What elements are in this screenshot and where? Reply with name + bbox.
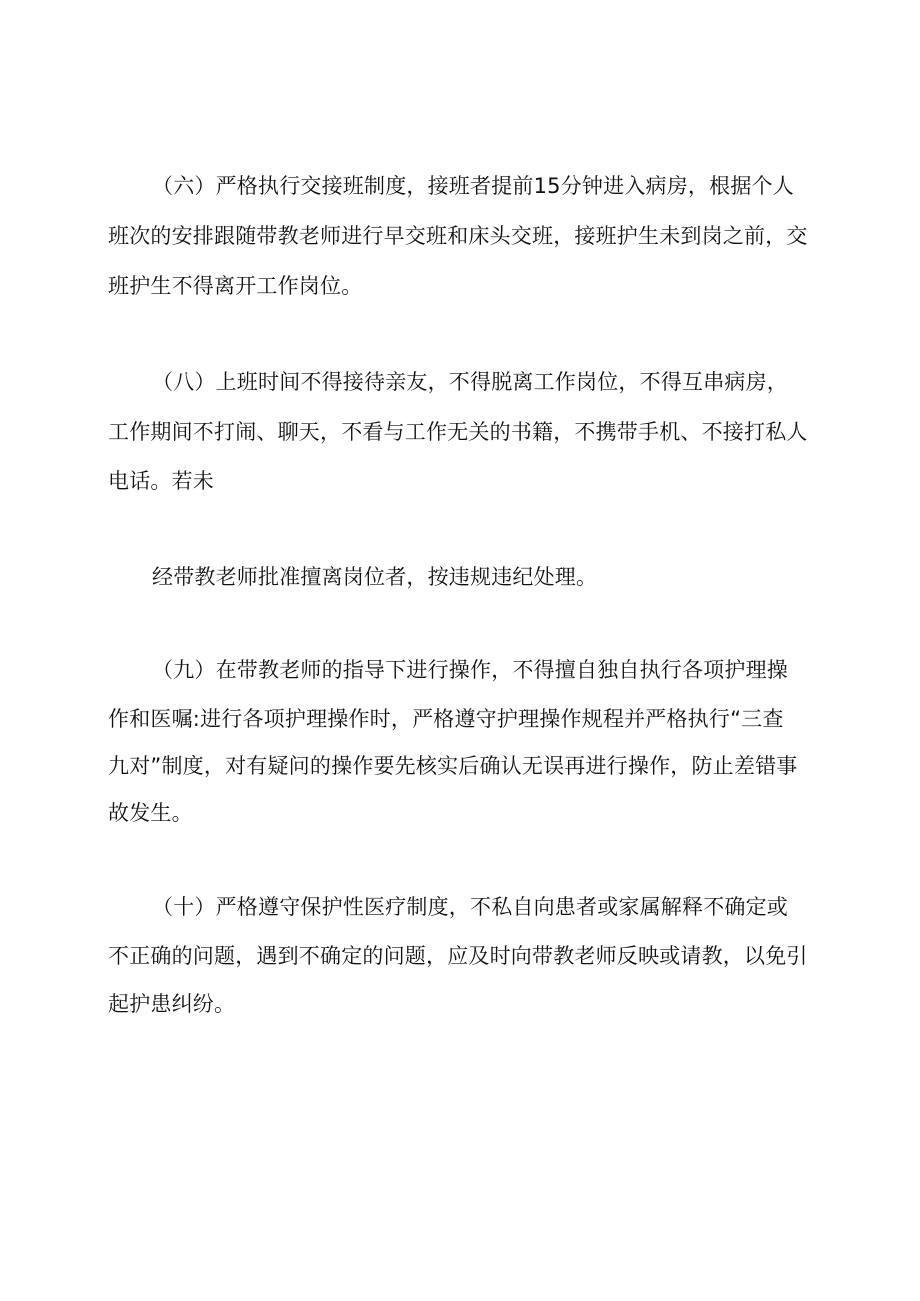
paragraph-line: 故发生。 (108, 801, 193, 825)
paragraph-line: 班次的安排跟随带教老师进行早交班和床头交班，接班护生未到岗之前，交 (108, 224, 808, 248)
paragraph-line: 起护患纠纷。 (108, 992, 236, 1016)
paragraph-line: 作和医嘱:进行各项护理操作时，严格遵守护理操作规程并严格执行“三查 (108, 707, 784, 731)
paragraph-line: 电话。若未 (108, 469, 214, 493)
paragraph-line: （九）在带教老师的指导下进行操作，不得擅自独自执行各项护理操 (152, 658, 788, 682)
paragraph-line: 工作期间不打闹、聊天，不看与工作无关的书籍，不携带手机、不接打私人 (108, 420, 808, 444)
paragraph-line: 班护生不得离开工作岗位。 (108, 274, 363, 298)
paragraph-line: 不正确的问题，遇到不确定的问题，应及时向带教老师反映或请教，以免引 (108, 944, 808, 968)
paragraph-line: 经带教老师批准擅离岗位者，按违规违纪处理。 (152, 565, 598, 589)
paragraph-line: （十）严格遵守保护性医疗制度，不私自向患者或家属解释不确定或 (152, 895, 788, 919)
paragraph-line: （八）上班时间不得接待亲友，不得脱离工作岗位，不得互串病房， (152, 370, 788, 394)
paragraph-line: 九对”制度，对有疑问的操作要先核实后确认无误再进行操作，防止差错事 (108, 754, 798, 778)
paragraph-line: （六）严格执行交接班制度，接班者提前15分钟进入病房，根据个人 (152, 174, 794, 198)
